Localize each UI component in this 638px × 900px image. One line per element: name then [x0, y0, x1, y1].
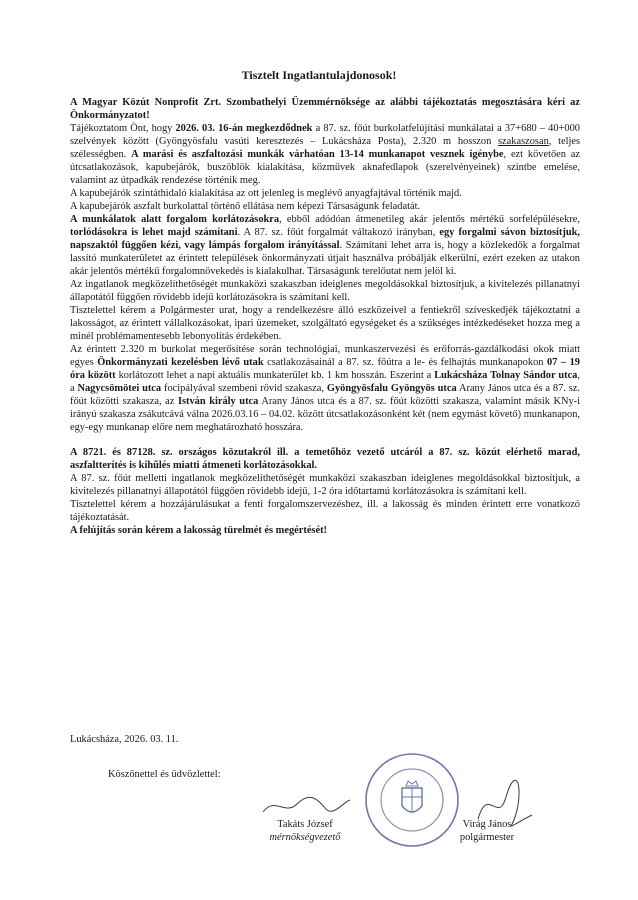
letter-title: Tisztelt Ingatlantulajdonosok!: [241, 68, 397, 82]
p1-text-e: , teljes szélességben.: [70, 136, 581, 160]
p7-text-i: focipályával szembeni rövid szakasza,: [161, 383, 327, 394]
signatory-right-name: Virág János: [462, 819, 512, 830]
p7-bold-h: Nagycsömötei utca: [77, 383, 162, 394]
paragraph-5: Az ingatlanok megközelíthetőségét munkaközi szakaszban ideiglenes megoldásokkal biztosítjuk, a kivitelezés pillanatnyi állapotától függően rövidebb idejű korlátozásokra is számítani kell.: [70, 279, 580, 303]
p1-text-g: , ezt követően az útcsatlakozások, kapubejárók, buszöblök kialakítása, közművek aknafedlapok (szerelvényeinek) szintbe emelése, valamint az útpadkák rendezése történik meg.: [70, 149, 581, 186]
p4-bold-a: A munkálatok alatt forgalom korlátozásokra: [70, 214, 280, 225]
paragraph-6: Tisztelettel kérem a Polgármester urat, hogy a rendelkezésre álló eszközeivel a fentiekről szíveskedjék tájékoztatni a lakosságot, az érintett vállalkozásokat, ipari üzemeket, szolgáltató egységeket és a szükséges intézkedéseket hozza meg a minél problémamentesebb lebonyolítás érdekében.: [70, 305, 580, 342]
p7-text-m: Arany János utca és a 87. sz. főút közötti szakasza, valamint másik KNy-i irányú szakasza zsákutcává válna 2026.03.16 – 04.02. között útcsatlakozásonként két (nem egymást követő) munkanapon, egy-egy munkanap előre nem meghatározható hosszára.: [70, 396, 580, 433]
intro-text: A Magyar Közút Nonprofit Zrt. Szombathelyi Üzemmérnöksége az alábbi tájékoztatás megosztására kéri az Önkormányzatot!: [70, 97, 580, 121]
paragraph-11: [70, 524, 580, 537]
letter-body: [70, 96, 580, 537]
p11-bold: A felújítás során kérem a lakosság türelmét és megértését!: [70, 525, 328, 536]
p1-text-c: a 87. sz. főút burkolatfelújítási munkálatai a 37+680 – 40+000 szelvények között (Gyöngyösfalu vasúti keresztezés – Lukácsháza Posta), 2.320 m hosszon: [70, 123, 580, 147]
p4-bold-c: torlódásokra is lehet majd számítani: [70, 227, 238, 238]
paragraph-10: Tisztelettel kérem a hozzájárulásukat a fenti forgalomszervezéshez, ill. a lakosság és minden érintett erre vonatkozó tájékoztatását.: [70, 499, 580, 523]
greeting: Köszönettel és üdvözlettel:: [108, 769, 221, 780]
signatory-left-role: mérnökségvezető: [269, 832, 341, 843]
signatory-left-name: Takáts József: [277, 819, 333, 830]
p1-underlined: szakaszosan: [498, 136, 549, 147]
paragraph-1: [70, 122, 580, 187]
p7-text-c: csatlakozásainál a 87. sz. főútra a le- és felhajtás munkanapokon: [263, 357, 547, 368]
p7-text-a: Az érintett 2.320 m burkolat megerősítése során technológiai, munkaszervezési és erőforrás-gazdálkodási okok miatt egyes: [70, 344, 580, 368]
p4-text-b: , ebből adódóan átmenetileg akár jelentős mértékű sorfelépülésekre,: [279, 214, 580, 225]
p1-duration: A marási és aszfaltozási munkák várhatóan 13-14 munkanapot vesznek igénybe: [131, 149, 504, 160]
intro-paragraph: [70, 96, 580, 122]
spacer: [70, 434, 580, 446]
signature-block-left: [250, 818, 360, 844]
place-date: Lukácsháza, 2026. 03. 11.: [70, 734, 179, 745]
p8-bold: A 8721. és 87128. sz. országos közutakról ill. a temetőhöz vezető utcáról a 87. sz. közút elérhető marad, aszfaltterítés is kihűlés miatti átmeneti korlátozásokkal.: [70, 447, 580, 471]
p4-text-f: . Számítani lehet arra is, hogy a közlekedők a forgalmat lassító munkaterületet az érintett települések önkormányzati útjait használva próbálják elkerülni, ezért ezeken az utakon akár jelentős mértékű forgalomnövekedés is kialakulhat. Társaságunk terelőutat nem jelöl ki.: [70, 240, 580, 277]
p4-text-d: . A 87. sz. főút forgalmát váltakozó irányban,: [237, 227, 440, 238]
p7-bold-j: Gyöngyösfalu Gyöngyös utca: [326, 383, 457, 394]
paragraph-9: A 87. sz. főút melletti ingatlanok megközelíthetőségét munkaközi szakaszban ideiglenes megoldásokkal biztosítjuk, a kivitelezés pillanatnyi állapotától függően rövidebb idejű, 1-2 óra időtartamú korlátozásokra is számítani kell.: [70, 473, 580, 497]
paragraph-7: [70, 343, 580, 434]
p7-text-g: , a: [70, 370, 580, 394]
p7-bold-f: Lukácsháza Tolnay Sándor utca: [434, 370, 578, 381]
signature-left-icon: [255, 790, 355, 820]
p7-text-e: korlátozott lehet a napi aktuális munkaterület kb. 1 km hosszán. Eszerint a: [115, 370, 435, 381]
p4-bold-e: egy forgalmi sávon biztosítjuk, napszaktól függően kézi, vagy lámpás forgalom irányítással: [70, 227, 581, 251]
p7-bold-d: 07 – 19 óra között: [70, 357, 580, 381]
p1-start-date: 2026. 03. 16-án megkezdődnek: [175, 123, 313, 134]
signature-block-right: [432, 818, 542, 844]
p7-bold-b: Önkormányzati kezelésben lévő utak: [97, 357, 264, 368]
paragraph-2: A kapubejárók szintáthidaló kialakítása az ott jelenleg is meglévő anyagfajtával történik majd.: [70, 188, 462, 199]
paragraph-8: [70, 446, 580, 472]
paragraph-3: A kapubejárók aszfalt burkolattal történő ellátása nem képezi Társaságunk feladatát.: [70, 201, 421, 212]
paragraph-4: [70, 213, 580, 278]
p7-text-k: Arany János utca és a 87. sz. főút közötti szakasza, az: [70, 383, 580, 407]
signatory-right-role: polgármester: [459, 832, 515, 843]
p1-text-a: Tájékoztatom Önt, hogy: [70, 123, 176, 134]
p7-bold-l: István király utca: [177, 396, 259, 407]
